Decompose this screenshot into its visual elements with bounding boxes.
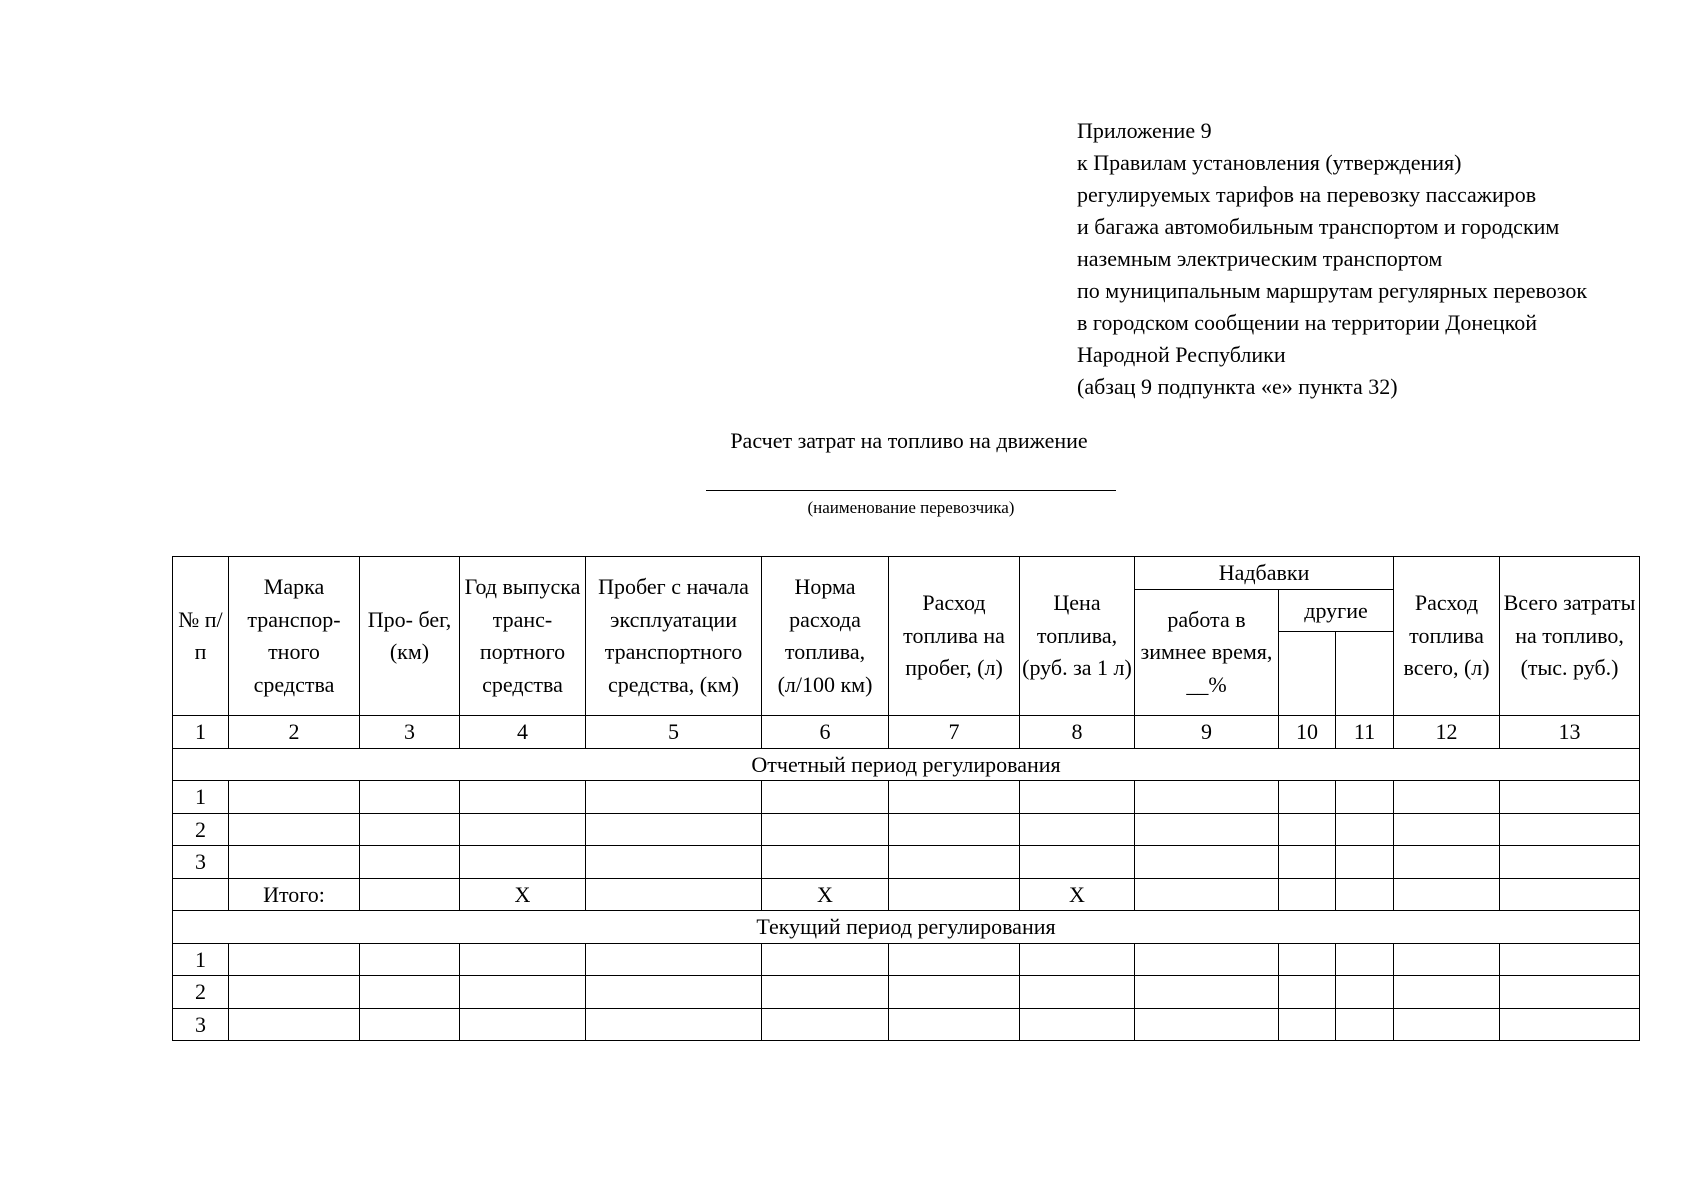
cell-total-mileage[interactable] [586,976,762,1009]
cell-mileage[interactable] [360,976,460,1009]
column-number: 5 [586,716,762,749]
column-number: 3 [360,716,460,749]
cell-other-1[interactable] [1279,846,1336,879]
cell-other-2[interactable] [1336,781,1394,814]
appendix-line: и багажа автомобильным транспортом и городским [1077,214,1560,239]
header-cost-total: Всего затраты на топливо, (тыс. руб.) [1500,557,1640,716]
header-fuel-per-mileage: Расход топлива на пробег, (л) [889,557,1020,716]
cell-mileage[interactable] [360,1008,460,1041]
table-row [173,976,1640,1009]
header-num: № п/п [173,557,229,716]
appendix-line: наземным электрическим транспортом [1077,246,1443,271]
cell-mileage[interactable] [360,943,460,976]
table-row [173,813,1640,846]
row-number: 2 [173,976,229,1009]
table-row [173,846,1640,879]
section-row-reporting [173,748,1640,781]
header-mileage: Про- бег, (км) [360,557,460,716]
cell-brand[interactable] [229,1008,360,1041]
cell-fuel-total[interactable] [1394,781,1500,814]
cell-year[interactable] [460,846,586,879]
cell-other-2[interactable] [1336,943,1394,976]
header-price: Цена топлива, (руб. за 1 л) [1020,557,1135,716]
cell-winter[interactable] [1135,781,1279,814]
cell-price[interactable] [1020,781,1135,814]
column-number: 1 [173,716,229,749]
cell-cost-total[interactable] [1500,813,1640,846]
appendix-line: регулируемых тарифов на перевозку пассажиров [1077,182,1537,207]
table-row [173,943,1640,976]
cell-other-2[interactable] [1336,976,1394,1009]
cell-mileage[interactable] [360,781,460,814]
header-surcharges: Надбавки [1135,557,1394,590]
total-label: Итого: [229,878,360,911]
appendix-line: Народной Республики [1077,342,1286,367]
cell-fuel-total[interactable] [1394,1008,1500,1041]
cell-year[interactable] [460,943,586,976]
section-title: Отчетный период регулирования [173,748,1640,781]
cell-norm[interactable] [762,1008,889,1041]
cell-norm[interactable] [762,813,889,846]
row-number: 1 [173,943,229,976]
column-number: 7 [889,716,1020,749]
cell-total-mileage[interactable] [586,846,762,879]
cell-price[interactable] [1020,943,1135,976]
cell-fuel-per-mileage[interactable] [889,878,1020,911]
cell-norm[interactable] [762,781,889,814]
cell-price[interactable] [1020,813,1135,846]
cell-price[interactable] [1020,846,1135,879]
cell-cost-total[interactable] [1500,878,1640,911]
cell-winter[interactable] [1135,943,1279,976]
cell-mileage[interactable] [360,846,460,879]
cell-brand[interactable] [229,781,360,814]
cell-other-1[interactable] [1279,813,1336,846]
column-number: 8 [1020,716,1135,749]
header-other-2 [1336,632,1394,716]
cell-year[interactable] [460,813,586,846]
cell-norm[interactable] [762,976,889,1009]
cell-other-2[interactable] [1336,878,1394,911]
cell-cost-total[interactable] [1500,846,1640,879]
section-row-current [173,911,1640,944]
cell-price[interactable] [1020,1008,1135,1041]
cell-fuel-per-mileage[interactable] [889,976,1020,1009]
cell-other-1[interactable] [1279,781,1336,814]
column-number: 6 [762,716,889,749]
cell-brand[interactable] [229,813,360,846]
cell-num [173,878,229,911]
cell-norm[interactable] [762,943,889,976]
cell-total-mileage[interactable] [586,781,762,814]
document-title: Расчет затрат на топливо на движение [730,428,1088,453]
cell-other-1[interactable] [1279,1008,1336,1041]
column-number-row [173,716,1640,749]
cell-fuel-total[interactable] [1394,976,1500,1009]
row-number: 1 [173,781,229,814]
cell-total-mileage[interactable] [586,813,762,846]
cell-fuel-per-mileage[interactable] [889,781,1020,814]
cell-fuel-total[interactable] [1394,846,1500,879]
column-number: 11 [1336,716,1394,749]
table-row [173,781,1640,814]
total-mark-norm: X [762,878,889,911]
table-row [173,1008,1640,1041]
column-number: 10 [1279,716,1336,749]
cell-year[interactable] [460,976,586,1009]
cell-other-1[interactable] [1279,976,1336,1009]
cell-other-2[interactable] [1336,1008,1394,1041]
total-mark-year: X [460,878,586,911]
section-title: Текущий период регулирования [173,911,1640,944]
cell-winter[interactable] [1135,1008,1279,1041]
cell-fuel-total[interactable] [1394,813,1500,846]
cell-cost-total[interactable] [1500,1008,1640,1041]
appendix-line: в городском сообщении на территории Донецкой [1077,310,1537,335]
cell-norm[interactable] [762,846,889,879]
appendix-line: Приложение 9 [1077,118,1212,143]
cell-winter[interactable] [1135,976,1279,1009]
cell-winter[interactable] [1135,878,1279,911]
appendix-line: (абзац 9 подпункта «е» пункта 32) [1077,374,1398,399]
appendix-line: к Правилам установления (утверждения) [1077,150,1462,175]
cell-other-1[interactable] [1279,878,1336,911]
row-number: 3 [173,846,229,879]
cell-year[interactable] [460,1008,586,1041]
carrier-name-field [706,490,1116,491]
cell-total-mileage[interactable] [586,943,762,976]
header-total-mileage: Пробег с начала эксплуатации транспортного средства, (км) [586,557,762,716]
row-number: 3 [173,1008,229,1041]
cell-mileage[interactable] [360,813,460,846]
cell-cost-total[interactable] [1500,781,1640,814]
header-brand: Марка транспор- тного средства [229,557,360,716]
header-other: другие [1279,590,1394,632]
cell-mileage[interactable] [360,878,460,911]
cell-fuel-per-mileage[interactable] [889,943,1020,976]
cell-cost-total[interactable] [1500,976,1640,1009]
cell-cost-total[interactable] [1500,943,1640,976]
cell-fuel-per-mileage[interactable] [889,813,1020,846]
cell-brand[interactable] [229,943,360,976]
row-number: 2 [173,813,229,846]
header-winter: работа в зимнее время, __% [1135,590,1279,716]
header-fuel-total: Расход топлива всего, (л) [1394,557,1500,716]
fuel-cost-table [172,556,1640,1041]
column-number: 9 [1135,716,1279,749]
cell-fuel-total[interactable] [1394,878,1500,911]
total-mark-price: X [1020,878,1135,911]
cell-fuel-total[interactable] [1394,943,1500,976]
column-number: 12 [1394,716,1500,749]
total-row [173,878,1640,911]
carrier-caption: (наименование перевозчика) [807,498,1015,517]
header-year: Год выпуска транс- портного средства [460,557,586,716]
column-number: 2 [229,716,360,749]
cell-brand[interactable] [229,976,360,1009]
cell-total-mileage[interactable] [586,878,762,911]
cell-other-1[interactable] [1279,943,1336,976]
cell-price[interactable] [1020,976,1135,1009]
column-number: 13 [1500,716,1640,749]
column-number: 4 [460,716,586,749]
cell-winter[interactable] [1135,813,1279,846]
appendix-note [1077,115,1587,403]
cell-total-mileage[interactable] [586,1008,762,1041]
cell-other-2[interactable] [1336,813,1394,846]
cell-brand[interactable] [229,846,360,879]
cell-fuel-per-mileage[interactable] [889,846,1020,879]
cell-year[interactable] [460,781,586,814]
header-other-1 [1279,632,1336,716]
cell-winter[interactable] [1135,846,1279,879]
header-norm: Норма расхода топлива, (л/100 км) [762,557,889,716]
cell-fuel-per-mileage[interactable] [889,1008,1020,1041]
cell-other-2[interactable] [1336,846,1394,879]
appendix-line: по муниципальным маршрутам регулярных перевозок [1077,278,1588,303]
